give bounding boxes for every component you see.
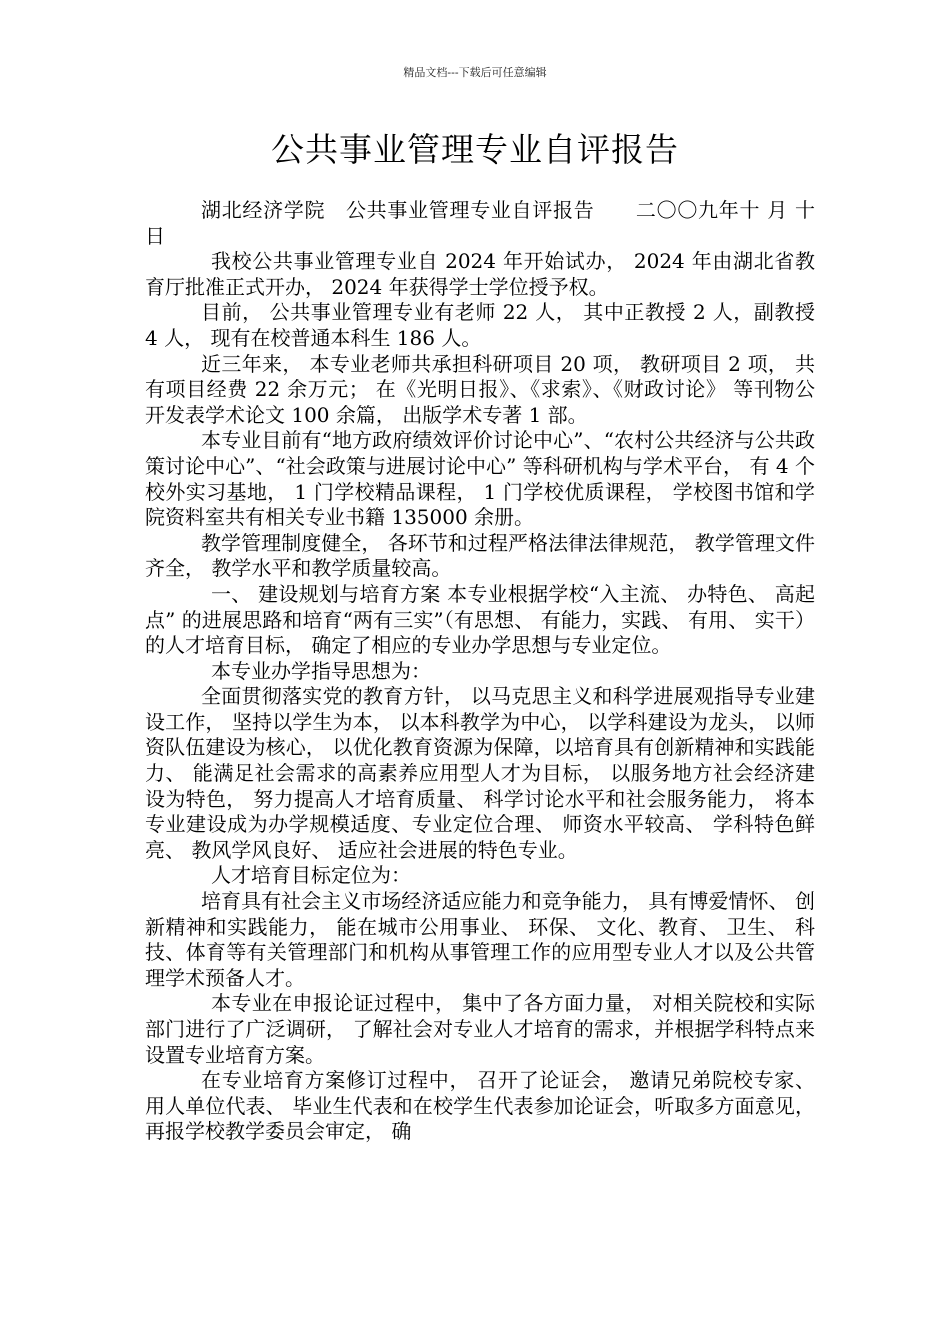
- paragraph-survey: 本专业在申报论证过程中， 集中了各方面力量， 对相关院校和实际部门进行了广泛调研， 了解社会对专业人才培育的需求，并根据学科特点来设置专业培育方案。: [145, 991, 815, 1067]
- paragraph-guiding-thought: 全面贯彻落实党的教育方针， 以马克思主义和科学进展观指导专业建设工作， 坚持以学生为本， 以本科教学为中心， 以学科建设为龙头， 以师资队伍建设为核心， 以优化教育资源为保障，以培育具有创新精神和实践能力、 能满足社会需求的高素养应用型人才为目标， 以服务地方社会经济建设为特色， 努力提高人才培育质量、 科学讨论水平和社会服务能力， 将本专业建设成为办学规模适度、专业定位合理、 师资水平较高、 学科特色鲜亮、 教风学风良好、 适应社会进展的特色专业。: [145, 684, 815, 862]
- paragraph-management: 教学管理制度健全， 各环节和过程严格法律法律规范， 教学管理文件齐全， 教学水平和教学质量较高。: [145, 530, 815, 581]
- paragraph-section-one: 一、 建设规划与培育方案 本专业根据学校“入主流、 办特色、 高起点” 的进展思路和培育“两有三实”（有思想、 有能力，实践、 有用、 实干） 的人才培育目标， 确定了相应的专业办学思想与专业定位。: [145, 581, 815, 658]
- document-body: [145, 198, 815, 1145]
- paragraph-guiding-heading: 本专业办学指导思想为：: [211, 658, 431, 683]
- paragraph-dateline: 湖北经济学院 公共事业管理专业自评报告 二〇〇九年十 月 十 日: [145, 198, 815, 248]
- paragraph-goal-heading: 人才培育目标定位为：: [211, 863, 411, 888]
- header-note: 精品文档---下载后可任意编辑: [403, 66, 547, 79]
- paragraph-revision: 在专业培育方案修订过程中， 召开了论证会， 邀请兄弟院校专家、 用人单位代表、 毕业生代表和在校学生代表参加论证会，听取多方面意见， 再报学校教学委员会审定， 确: [145, 1068, 815, 1144]
- document-title: 公共事业管理专业自评报告: [271, 130, 679, 169]
- paragraph-faculty: 目前， 公共事业管理专业有老师 22 人， 其中正教授 2 人，副教授 4 人， 现有在校普通本科生 186 人。: [145, 300, 815, 350]
- paragraph-platforms: 本专业目前有“地方政府绩效评价讨论中心”、“农村公共经济与公共政策讨论中心”、“社会政策与进展讨论中心” 等科研机构与学术平台， 有 4 个校外实习基地， 1 门学校精品课程， 1 门学校优质课程， 学校图书馆和学院资料室共有相关专业书籍 135000 余册。: [145, 428, 815, 530]
- paragraph-history: 我校公共事业管理专业自 2024 年开始试办， 2024 年由湖北省教育厅批准正式开办， 2024 年获得学士学位授予权。: [145, 249, 815, 299]
- paragraph-research: 近三年来， 本专业老师共承担科研项目 20 项， 教研项目 2 项， 共有项目经费 22 余万元； 在《光明日报》、《求索》、《财政讨论》 等刊物公开发表学术论文 100 余篇， 出版学术专著 1 部。: [145, 351, 815, 427]
- paragraph-goal: 培育具有社会主义市场经济适应能力和竞争能力， 具有博爱情怀、 创新精神和实践能力， 能在城市公用事业、 环保、 文化、教育、 卫生、 科技、体育等有关管理部门和机构从事管理工作的应用型专业人才以及公共管理学术预备人才。: [145, 889, 815, 990]
